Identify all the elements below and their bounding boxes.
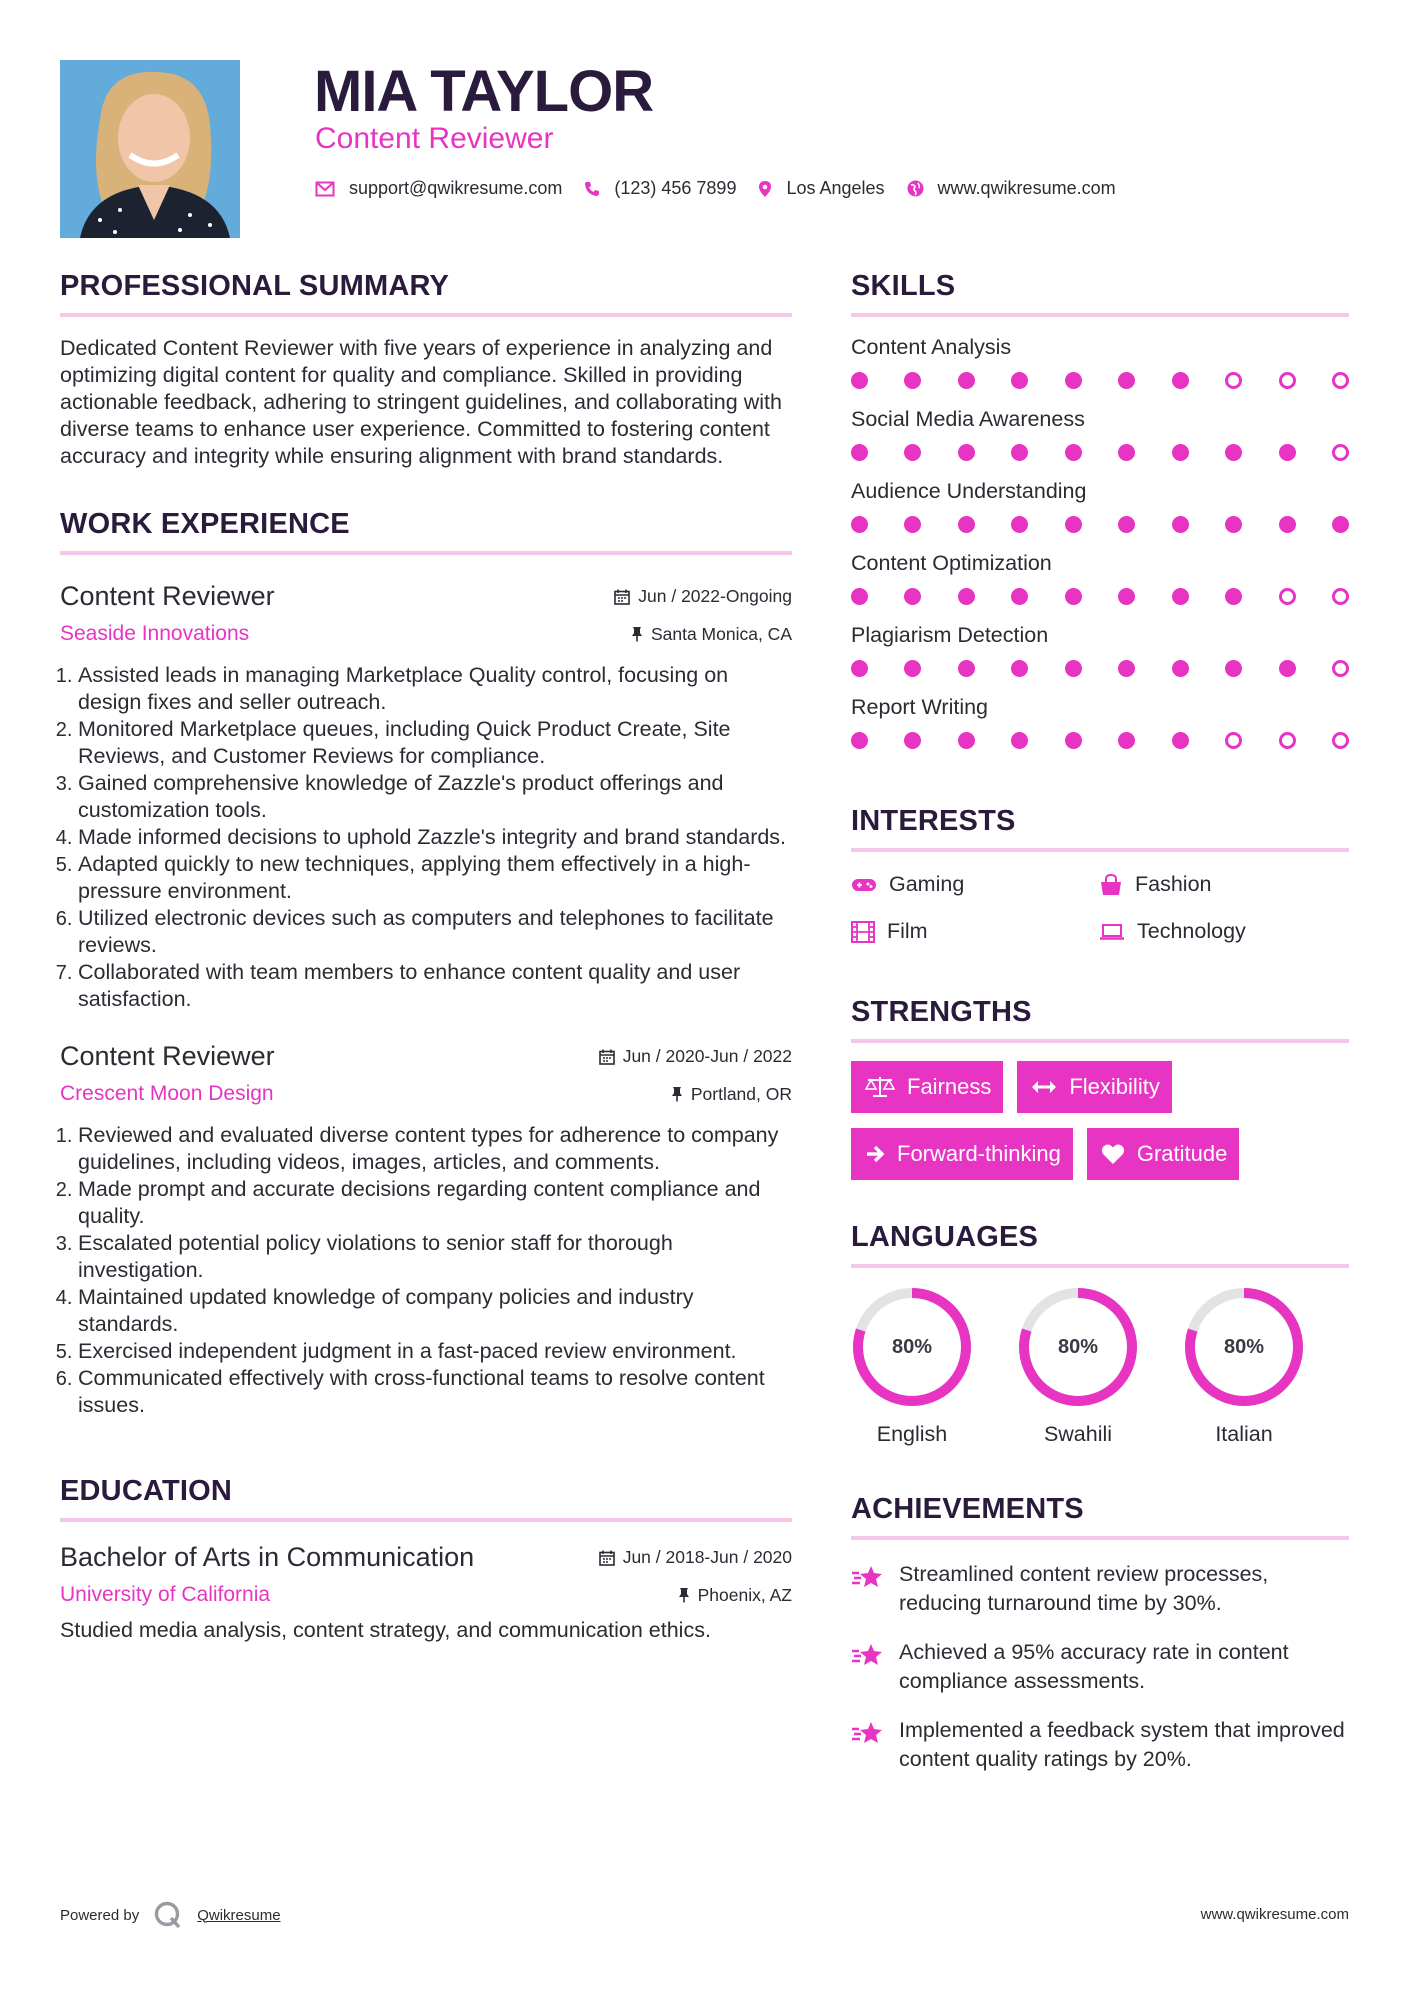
skill-item [851, 551, 1349, 605]
interests-list [851, 872, 1349, 944]
job-company: Seaside Innovations [60, 622, 250, 645]
contact-bar [315, 178, 1138, 199]
language-ring [851, 1286, 973, 1408]
job-entry [60, 581, 792, 1013]
achievement-item [851, 1560, 1349, 1618]
achievement-item [851, 1638, 1349, 1696]
rating-dot-filled [1172, 372, 1189, 389]
contact-website[interactable] [907, 178, 1116, 199]
rating-dot-filled [1118, 444, 1135, 461]
school-name: University of California [60, 1583, 271, 1606]
skills-list [851, 335, 1349, 749]
job-location [631, 624, 792, 645]
rating-dot-filled [851, 372, 868, 389]
rating-dot-filled [1225, 516, 1242, 533]
list-item: 7. Collaborated with team members to enhance content quality and user satisfaction. [78, 959, 792, 1013]
rating-dot-filled [958, 588, 975, 605]
languages-list [851, 1286, 1349, 1447]
list-item: 1. Reviewed and evaluated diverse content types for adherence to company guidelines, including videos, images, articles, and comments. [78, 1122, 792, 1176]
achievement-text: Streamlined content review processes, reducing turnaround time by 30%. [899, 1562, 1269, 1615]
candidate-name: MIA TAYLOR [314, 59, 654, 124]
rating-dot-filled [1225, 660, 1242, 677]
language-name: English [876, 1422, 948, 1446]
rating-dot-filled [1172, 588, 1189, 605]
skill-item [851, 695, 1349, 749]
rating-dot-filled [1065, 588, 1082, 605]
map-pin-icon [758, 180, 772, 198]
left-column [60, 270, 792, 1644]
experience-heading: WORK EXPERIENCE [60, 508, 792, 555]
rating-dot-filled [904, 516, 921, 533]
rating-dot-filled [851, 444, 868, 461]
list-item: 6. Utilized electronic devices such as computers and telephones to facilitate reviews. [78, 905, 792, 959]
skill-item [851, 623, 1349, 677]
rating-dot-filled [1118, 588, 1135, 605]
qwikresume-link[interactable]: Qwikresume [197, 1906, 281, 1924]
arrow-right-icon [865, 1144, 885, 1164]
rating-dot-filled [1225, 444, 1242, 461]
rating-dot-filled [1172, 516, 1189, 533]
interest-item [851, 872, 1099, 897]
rating-dot-filled [904, 660, 921, 677]
balance-scale-icon [865, 1075, 895, 1099]
rating-dot-filled [1118, 660, 1135, 677]
shooting-star-icon [851, 1564, 885, 1590]
language-percent: 80% [1223, 1335, 1265, 1358]
rating-dot-empty [1332, 372, 1349, 389]
rating-dot-filled [1011, 516, 1028, 533]
rating-dot-empty [1225, 732, 1242, 749]
rating-dot-filled [904, 372, 921, 389]
rating-dot-filled [958, 372, 975, 389]
education-location [678, 1585, 792, 1606]
heart-icon [1101, 1143, 1125, 1165]
education-location-text: Phoenix, AZ [697, 1584, 792, 1605]
calendar-icon [599, 1550, 615, 1566]
contact-phone[interactable] [584, 178, 736, 199]
strength-tag [1017, 1061, 1171, 1113]
skill-rating [851, 444, 1349, 461]
list-item: 5. Adapted quickly to new techniques, applying them effectively in a high-pressure environment. [78, 851, 792, 905]
rating-dot-filled [851, 516, 868, 533]
shooting-star-icon [851, 1642, 885, 1668]
rating-dot-filled [1172, 732, 1189, 749]
rating-dot-empty [1279, 372, 1296, 389]
rating-dot-empty [1332, 732, 1349, 749]
job-date-text: Jun / 2022-Ongoing [638, 586, 792, 606]
rating-dot-filled [1011, 444, 1028, 461]
summary-heading: PROFESSIONAL SUMMARY [60, 270, 792, 317]
list-item: 2. Monitored Marketplace queues, including Quick Product Create, Site Reviews, and Customer Reviews for compliance. [78, 716, 792, 770]
rating-dot-filled [1172, 444, 1189, 461]
education-date-text: Jun / 2018-Jun / 2020 [622, 1547, 792, 1567]
shopping-bag-icon [1099, 874, 1123, 896]
rating-dot-filled [1065, 372, 1082, 389]
rating-dot-empty [1225, 372, 1242, 389]
contact-location-text: Los Angeles [786, 178, 885, 198]
contact-email-text: support@qwikresume.com [349, 178, 563, 198]
job-company: Crescent Moon Design [60, 1082, 274, 1105]
education-heading: EDUCATION [60, 1475, 792, 1522]
contact-phone-text: (123) 456 7899 [614, 178, 737, 198]
achievements-heading: ACHIEVEMENTS [851, 1493, 1349, 1540]
rating-dot-filled [851, 588, 868, 605]
phone-icon [584, 181, 600, 197]
rating-dot-filled [1118, 372, 1135, 389]
rating-dot-filled [851, 732, 868, 749]
laptop-icon [1099, 923, 1125, 941]
rating-dot-empty [1332, 588, 1349, 605]
skill-name: Audience Understanding [851, 479, 1087, 503]
qwikresume-logo-icon [153, 1900, 183, 1930]
job-title: Content Reviewer [60, 581, 275, 611]
skill-rating [851, 372, 1349, 389]
language-name: Italian [1215, 1422, 1273, 1446]
skill-rating [851, 660, 1349, 677]
contact-location [758, 178, 884, 199]
rating-dot-filled [904, 732, 921, 749]
interest-label: Fashion [1135, 872, 1212, 896]
skill-item [851, 335, 1349, 389]
pushpin-icon [678, 1587, 690, 1603]
skill-item [851, 407, 1349, 461]
job-location-text: Santa Monica, CA [650, 623, 792, 644]
rating-dot-empty [1332, 660, 1349, 677]
rating-dot-filled [1332, 516, 1349, 533]
rating-dot-empty [1279, 732, 1296, 749]
footer-website[interactable]: www.qwikresume.com [1200, 1906, 1349, 1923]
skill-name: Social Media Awareness [851, 407, 1085, 431]
rating-dot-filled [1279, 444, 1296, 461]
list-item: 4. Made informed decisions to uphold Zazzle's integrity and brand standards. [78, 824, 792, 851]
shooting-star-icon [851, 1720, 885, 1746]
rating-dot-filled [1011, 588, 1028, 605]
achievements-list [851, 1560, 1349, 1774]
language-item [1183, 1286, 1349, 1447]
strength-label: Forward-thinking [897, 1141, 1061, 1166]
list-item: 5. Exercised independent judgment in a fast-paced review environment. [78, 1338, 792, 1365]
interests-heading: INTERESTS [851, 805, 1349, 852]
strengths-list [851, 1061, 1349, 1195]
job-date [599, 1046, 792, 1067]
list-item: 6. Communicated effectively with cross-functional teams to resolve content issues. [78, 1365, 792, 1419]
rating-dot-filled [851, 660, 868, 677]
rating-dot-filled [1118, 732, 1135, 749]
job-location-text: Portland, OR [690, 1083, 792, 1104]
skill-name: Plagiarism Detection [851, 623, 1049, 647]
achievement-text: Achieved a 95% accuracy rate in content compliance assessments. [899, 1640, 1289, 1693]
strength-tag [1087, 1128, 1240, 1180]
job-date [614, 586, 792, 607]
rating-dot-filled [904, 588, 921, 605]
list-item: 4. Maintained updated knowledge of company policies and industry standards. [78, 1284, 792, 1338]
summary-text: Dedicated Content Reviewer with five years of experience in analyzing and optimizing digital content for quality and compliance. Skilled in providing actionable feedback, adhering to stringent guidelines, and collaborating with diverse teams to enhance user experience. Committed to fostering content accuracy and integrity while ensuring alignment with brand standards. [60, 336, 782, 468]
right-column [851, 270, 1349, 1774]
language-ring [1183, 1286, 1305, 1408]
strengths-heading: STRENGTHS [851, 996, 1349, 1043]
interest-item [1099, 872, 1349, 897]
education-date [599, 1547, 792, 1568]
education-entry [60, 1542, 792, 1644]
globe-icon [907, 180, 924, 197]
strength-label: Flexibility [1069, 1074, 1160, 1099]
language-item [851, 1286, 1017, 1447]
rating-dot-filled [1279, 660, 1296, 677]
rating-dot-filled [1065, 732, 1082, 749]
skill-rating [851, 588, 1349, 605]
job-bullets [60, 662, 792, 1013]
language-item [1017, 1286, 1183, 1447]
interest-label: Gaming [889, 872, 965, 896]
languages-heading: LANGUAGES [851, 1221, 1349, 1268]
envelope-icon [315, 181, 335, 197]
candidate-role: Content Reviewer [315, 122, 554, 155]
language-percent: 80% [891, 1335, 933, 1358]
language-percent: 80% [1057, 1335, 1099, 1358]
skill-rating [851, 516, 1349, 533]
footer-powered-by [60, 1900, 281, 1930]
strength-tag [851, 1061, 1003, 1113]
rating-dot-filled [958, 660, 975, 677]
interest-item [1099, 919, 1349, 944]
skill-name: Content Analysis [851, 335, 1012, 359]
strength-label: Gratitude [1136, 1141, 1228, 1166]
rating-dot-empty [1332, 444, 1349, 461]
job-date-text: Jun / 2020-Jun / 2022 [622, 1046, 792, 1066]
profile-photo [60, 60, 240, 238]
rating-dot-filled [904, 444, 921, 461]
rating-dot-filled [1011, 660, 1028, 677]
rating-dot-filled [1011, 372, 1028, 389]
rating-dot-filled [958, 732, 975, 749]
pushpin-icon [671, 1086, 683, 1102]
rating-dot-filled [1065, 516, 1082, 533]
contact-website-text: www.qwikresume.com [937, 178, 1116, 198]
rating-dot-filled [1279, 516, 1296, 533]
language-name: Swahili [1043, 1422, 1113, 1446]
job-title: Content Reviewer [60, 1041, 275, 1071]
achievement-text: Implemented a feedback system that improved content quality ratings by 20%. [899, 1718, 1345, 1771]
rating-dot-empty [1279, 588, 1296, 605]
job-entry [60, 1041, 792, 1419]
list-item: 3. Gained comprehensive knowledge of Zazzle's product offerings and customization tools. [78, 770, 792, 824]
strength-tag [851, 1128, 1073, 1180]
list-item: 2. Made prompt and accurate decisions regarding content compliance and quality. [78, 1176, 792, 1230]
interest-label: Film [887, 919, 928, 943]
skills-heading: SKILLS [851, 270, 1349, 317]
rating-dot-filled [1065, 444, 1082, 461]
job-location [671, 1084, 792, 1105]
interest-item [851, 919, 1099, 944]
film-icon [851, 921, 875, 943]
calendar-icon [614, 589, 630, 605]
powered-by-label: Powered by [60, 1906, 140, 1924]
rating-dot-filled [958, 444, 975, 461]
achievement-item [851, 1716, 1349, 1774]
rating-dot-filled [958, 516, 975, 533]
rating-dot-filled [1011, 732, 1028, 749]
strength-label: Fairness [907, 1074, 992, 1099]
rating-dot-filled [1225, 588, 1242, 605]
job-bullets [60, 1122, 792, 1419]
arrows-horizontal-icon [1031, 1080, 1057, 1094]
gamepad-icon [851, 877, 877, 893]
skill-name: Content Optimization [851, 551, 1052, 575]
skill-name: Report Writing [851, 695, 989, 719]
degree-title: Bachelor of Arts in Communication [60, 1542, 475, 1572]
calendar-icon [599, 1049, 615, 1065]
education-description: Studied media analysis, content strategy, and communication ethics. [60, 1618, 711, 1642]
pushpin-icon [631, 626, 643, 642]
rating-dot-filled [1118, 516, 1135, 533]
interest-label: Technology [1137, 919, 1246, 943]
skill-rating [851, 732, 1349, 749]
rating-dot-filled [1172, 660, 1189, 677]
language-ring [1017, 1286, 1139, 1408]
contact-email[interactable] [315, 178, 562, 199]
list-item: 3. Escalated potential policy violations to senior staff for thorough investigation. [78, 1230, 792, 1284]
rating-dot-filled [1065, 660, 1082, 677]
list-item: 1. Assisted leads in managing Marketplace Quality control, focusing on design fixes and seller outreach. [78, 662, 792, 716]
skill-item [851, 479, 1349, 533]
